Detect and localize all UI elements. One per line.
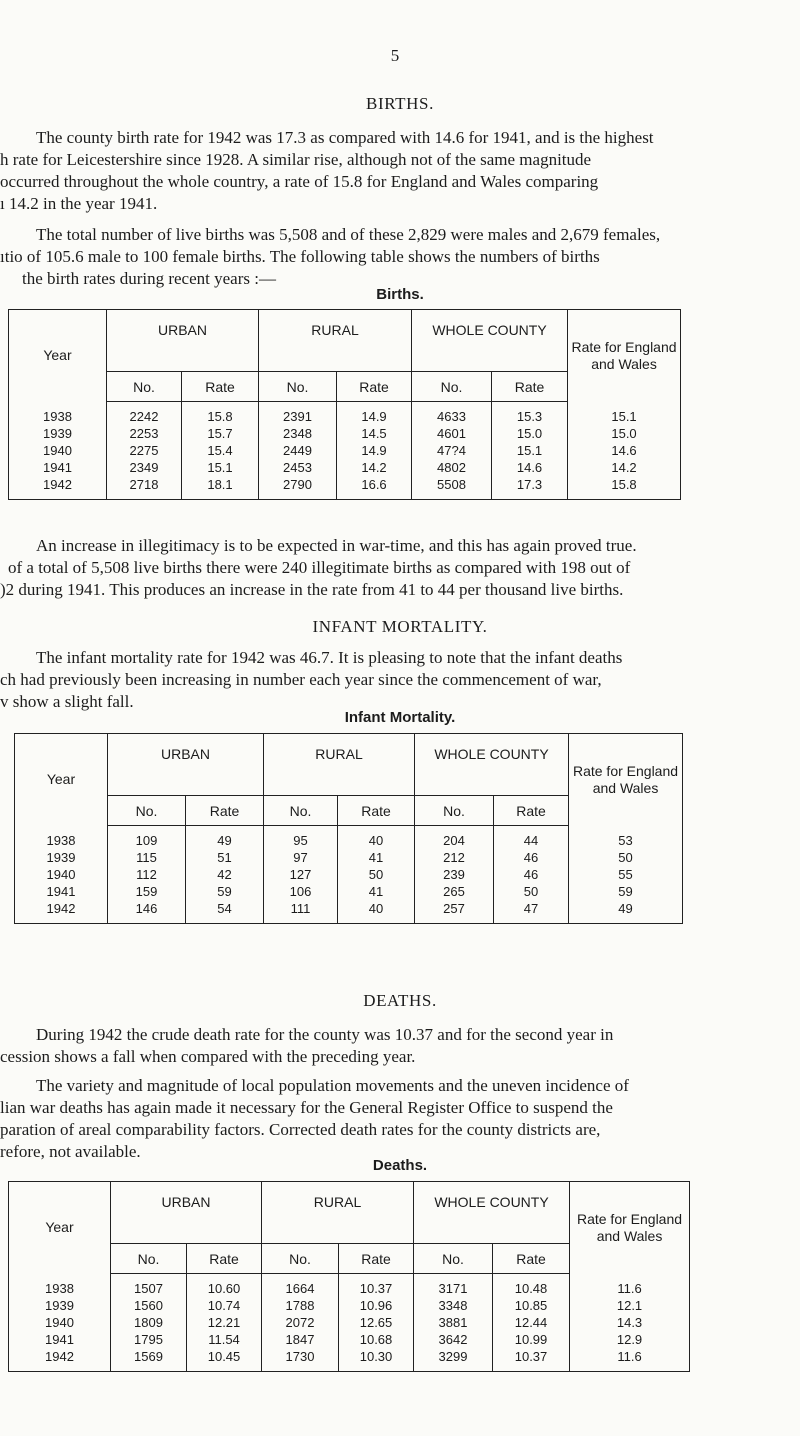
table-cell: 111: [264, 900, 338, 924]
header-whole-county: WHOLE COUNTY: [414, 1182, 570, 1244]
header-county-rate: Rate: [494, 796, 569, 826]
table-cell: 146: [108, 900, 186, 924]
table-cell: 1942: [9, 1348, 111, 1372]
header-rural-no: No.: [262, 1244, 339, 1274]
table-cell: 106: [264, 883, 338, 900]
table-cell: 2348: [259, 425, 337, 442]
header-rural: RURAL: [262, 1182, 414, 1244]
table-cell: 14.2: [337, 459, 412, 476]
table-row: [9, 1297, 690, 1314]
text-line: of a total of 5,508 live births there were 240 illegitimate births as compared with 198 out of: [8, 558, 631, 577]
table-cell: 12.1: [570, 1297, 690, 1314]
header-urban-no: No.: [108, 796, 186, 826]
deaths-table-title: Deaths.: [372, 1157, 428, 1174]
header-urban: URBAN: [108, 734, 264, 796]
header-county-no: No.: [414, 1244, 493, 1274]
deaths-factors-paragraph: [0, 1075, 800, 1163]
table-cell: 2449: [259, 442, 337, 459]
table-cell: 3299: [414, 1348, 493, 1372]
table-cell: 5508: [412, 476, 492, 500]
table-cell: 18.1: [182, 476, 259, 500]
table-cell: 50: [338, 866, 415, 883]
table-cell: 109: [108, 826, 186, 850]
table-cell: 50: [569, 849, 683, 866]
table-cell: 44: [494, 826, 569, 850]
table-cell: 49: [569, 900, 683, 924]
table-cell: 115: [108, 849, 186, 866]
table-cell: 4802: [412, 459, 492, 476]
table-cell: 95: [264, 826, 338, 850]
table-cell: 97: [264, 849, 338, 866]
table-cell: 15.0: [568, 425, 681, 442]
table-row: [9, 425, 681, 442]
deaths-rate-paragraph: [0, 1024, 800, 1068]
table-cell: 10.45: [187, 1348, 262, 1372]
table-cell: 17.3: [492, 476, 568, 500]
table-cell: 15.4: [182, 442, 259, 459]
header-rural-rate: Rate: [337, 372, 412, 402]
table-row: [15, 826, 683, 850]
table-row: [9, 1274, 690, 1298]
infant-mortality-table: [14, 733, 683, 924]
text-line: The county birth rate for 1942 was 17.3 as compared with 14.6 for 1941, and is the highest: [36, 128, 654, 147]
text-line: the birth rates during recent years :—: [22, 269, 276, 288]
header-england-wales-rate: Rate for England and Wales: [570, 1182, 690, 1274]
table-cell: 14.5: [337, 425, 412, 442]
table-cell: 1569: [111, 1348, 187, 1372]
births-totals-paragraph: [0, 224, 800, 290]
table-cell: 1942: [15, 900, 108, 924]
table-cell: 15.8: [182, 402, 259, 426]
header-year: Year: [9, 310, 107, 402]
header-year: Year: [9, 1182, 111, 1274]
text-line: h rate for Leicestershire since 1928. A similar rise, although not of the same magnitude: [0, 150, 592, 169]
deaths-table: [8, 1181, 690, 1372]
table-cell: 14.6: [568, 442, 681, 459]
table-row: [15, 866, 683, 883]
table-row: [9, 402, 681, 426]
table-cell: 10.60: [187, 1274, 262, 1298]
page-number: 5: [390, 46, 400, 65]
table-cell: 3348: [414, 1297, 493, 1314]
header-rural-rate: Rate: [339, 1244, 414, 1274]
text-line: ıtio of 105.6 male to 100 female births. The following table shows the numbers of births: [0, 247, 600, 266]
table-cell: 14.9: [337, 442, 412, 459]
table-cell: 15.1: [182, 459, 259, 476]
table-cell: 16.6: [337, 476, 412, 500]
table-cell: 14.2: [568, 459, 681, 476]
table-cell: 55: [569, 866, 683, 883]
table-cell: 1795: [111, 1331, 187, 1348]
table-cell: 112: [108, 866, 186, 883]
table-cell: 1809: [111, 1314, 187, 1331]
table-cell: 59: [569, 883, 683, 900]
table-cell: 1940: [9, 1314, 111, 1331]
table-cell: 265: [415, 883, 494, 900]
infant-mortality-table-body: [15, 826, 683, 924]
table-cell: 1940: [9, 442, 107, 459]
table-cell: 15.1: [492, 442, 568, 459]
header-whole-county: WHOLE COUNTY: [412, 310, 568, 372]
text-line: )2 during 1941. This produces an increase in the rate from 41 to 44 per thousand live births.: [0, 580, 624, 599]
header-urban: URBAN: [111, 1182, 262, 1244]
table-cell: 47: [494, 900, 569, 924]
table-cell: 2349: [107, 459, 182, 476]
table-row: [9, 1348, 690, 1372]
table-cell: 1560: [111, 1297, 187, 1314]
table-cell: 212: [415, 849, 494, 866]
table-cell: 15.8: [568, 476, 681, 500]
table-cell: 49: [186, 826, 264, 850]
header-rural: RURAL: [259, 310, 412, 372]
table-cell: 2790: [259, 476, 337, 500]
table-cell: 204: [415, 826, 494, 850]
table-cell: 1847: [262, 1331, 339, 1348]
table-cell: 159: [108, 883, 186, 900]
table-cell: 14.3: [570, 1314, 690, 1331]
header-england-wales-rate: Rate for England and Wales: [569, 734, 683, 826]
table-row: [9, 442, 681, 459]
table-cell: 10.37: [493, 1348, 570, 1372]
table-cell: 239: [415, 866, 494, 883]
table-row: [9, 476, 681, 500]
table-cell: 3881: [414, 1314, 493, 1331]
births-table-title: Births.: [376, 286, 424, 303]
table-cell: 127: [264, 866, 338, 883]
text-line: paration of areal comparability factors. Corrected death rates for the county districts are,: [0, 1120, 601, 1139]
header-rural-rate: Rate: [338, 796, 415, 826]
table-cell: 1939: [15, 849, 108, 866]
text-line: occurred throughout the whole country, a rate of 15.8 for England and Wales comparing: [0, 172, 599, 191]
table-cell: 10.30: [339, 1348, 414, 1372]
infant-mortality-heading: INFANT MORTALITY.: [312, 617, 488, 636]
header-rural-no: No.: [264, 796, 338, 826]
header-urban-rate: Rate: [182, 372, 259, 402]
header-county-rate: Rate: [493, 1244, 570, 1274]
table-cell: 51: [186, 849, 264, 866]
header-urban-no: No.: [107, 372, 182, 402]
table-cell: 1507: [111, 1274, 187, 1298]
header-year: Year: [15, 734, 108, 826]
text-line: The variety and magnitude of local population movements and the uneven incidence of: [36, 1076, 629, 1095]
table-cell: 10.68: [339, 1331, 414, 1348]
deaths-heading: DEATHS.: [363, 991, 437, 1010]
table-cell: 1941: [15, 883, 108, 900]
table-cell: 1942: [9, 476, 107, 500]
table-cell: 1941: [9, 1331, 111, 1348]
infant-mortality-paragraph: [0, 647, 800, 713]
header-urban: URBAN: [107, 310, 259, 372]
births-table-body: [9, 402, 681, 500]
table-cell: 2275: [107, 442, 182, 459]
text-line: v show a slight fall.: [0, 692, 134, 711]
text-line: ı 14.2 in the year 1941.: [0, 194, 158, 213]
table-cell: 11.54: [187, 1331, 262, 1348]
header-whole-county: WHOLE COUNTY: [415, 734, 569, 796]
table-cell: 1941: [9, 459, 107, 476]
table-cell: 12.21: [187, 1314, 262, 1331]
table-cell: 1938: [9, 402, 107, 426]
table-cell: 14.9: [337, 402, 412, 426]
header-england-wales-rate: Rate for England and Wales: [568, 310, 681, 402]
table-cell: 50: [494, 883, 569, 900]
table-cell: 10.96: [339, 1297, 414, 1314]
table-cell: 1730: [262, 1348, 339, 1372]
text-line: cession shows a fall when compared with the preceding year.: [0, 1047, 416, 1066]
header-county-no: No.: [415, 796, 494, 826]
table-row: [15, 849, 683, 866]
table-cell: 1940: [15, 866, 108, 883]
table-cell: 47?4: [412, 442, 492, 459]
table-cell: 2072: [262, 1314, 339, 1331]
table-cell: 11.6: [570, 1348, 690, 1372]
table-cell: 54: [186, 900, 264, 924]
table-row: [9, 1314, 690, 1331]
table-cell: 40: [338, 900, 415, 924]
table-cell: 10.85: [493, 1297, 570, 1314]
header-county-rate: Rate: [492, 372, 568, 402]
table-cell: 4633: [412, 402, 492, 426]
table-cell: 46: [494, 866, 569, 883]
births-intro-paragraph: [0, 127, 800, 215]
table-cell: 15.3: [492, 402, 568, 426]
table-cell: 2242: [107, 402, 182, 426]
table-cell: 12.44: [493, 1314, 570, 1331]
text-line: The total number of live births was 5,508 and of these 2,829 were males and 2,679 females,: [36, 225, 661, 244]
births-table: [8, 309, 681, 500]
table-cell: 42: [186, 866, 264, 883]
text-line: During 1942 the crude death rate for the county was 10.37 and for the second year in: [36, 1025, 614, 1044]
header-rural: RURAL: [264, 734, 415, 796]
table-cell: 2391: [259, 402, 337, 426]
illegitimacy-paragraph: [0, 535, 800, 601]
text-line: The infant mortality rate for 1942 was 46.7. It is pleasing to note that the infant deaths: [36, 648, 623, 667]
table-cell: 14.6: [492, 459, 568, 476]
table-cell: 15.0: [492, 425, 568, 442]
births-heading: BIRTHS.: [366, 94, 434, 113]
text-line: ch had previously been increasing in number each year since the commencement of war,: [0, 670, 602, 689]
table-cell: 11.6: [570, 1274, 690, 1298]
table-cell: 257: [415, 900, 494, 924]
table-cell: 53: [569, 826, 683, 850]
table-cell: 10.74: [187, 1297, 262, 1314]
table-cell: 1939: [9, 1297, 111, 1314]
table-cell: 12.65: [339, 1314, 414, 1331]
table-cell: 10.48: [493, 1274, 570, 1298]
table-row: [15, 900, 683, 924]
table-cell: 1664: [262, 1274, 339, 1298]
table-row: [9, 1331, 690, 1348]
table-cell: 10.37: [339, 1274, 414, 1298]
table-row: [9, 459, 681, 476]
text-line: An increase in illegitimacy is to be expected in war-time, and this has again proved true.: [36, 536, 637, 555]
deaths-table-body: [9, 1274, 690, 1372]
table-cell: 41: [338, 883, 415, 900]
table-cell: 59: [186, 883, 264, 900]
table-cell: 1938: [9, 1274, 111, 1298]
header-urban-rate: Rate: [186, 796, 264, 826]
text-line: refore, not available.: [0, 1142, 141, 1161]
table-cell: 1939: [9, 425, 107, 442]
table-cell: 15.7: [182, 425, 259, 442]
table-cell: 3642: [414, 1331, 493, 1348]
table-cell: 1938: [15, 826, 108, 850]
table-cell: 2453: [259, 459, 337, 476]
table-cell: 41: [338, 849, 415, 866]
infant-mortality-table-title: Infant Mortality.: [344, 709, 456, 726]
table-row: [15, 883, 683, 900]
table-cell: 3171: [414, 1274, 493, 1298]
text-line: lian war deaths has again made it necessary for the General Register Office to suspend the: [0, 1098, 613, 1117]
header-urban-rate: Rate: [187, 1244, 262, 1274]
table-cell: 12.9: [570, 1331, 690, 1348]
header-county-no: No.: [412, 372, 492, 402]
table-cell: 2253: [107, 425, 182, 442]
table-cell: 4601: [412, 425, 492, 442]
table-cell: 2718: [107, 476, 182, 500]
table-cell: 15.1: [568, 402, 681, 426]
table-cell: 40: [338, 826, 415, 850]
table-cell: 1788: [262, 1297, 339, 1314]
table-cell: 10.99: [493, 1331, 570, 1348]
header-urban-no: No.: [111, 1244, 187, 1274]
header-rural-no: No.: [259, 372, 337, 402]
table-cell: 46: [494, 849, 569, 866]
